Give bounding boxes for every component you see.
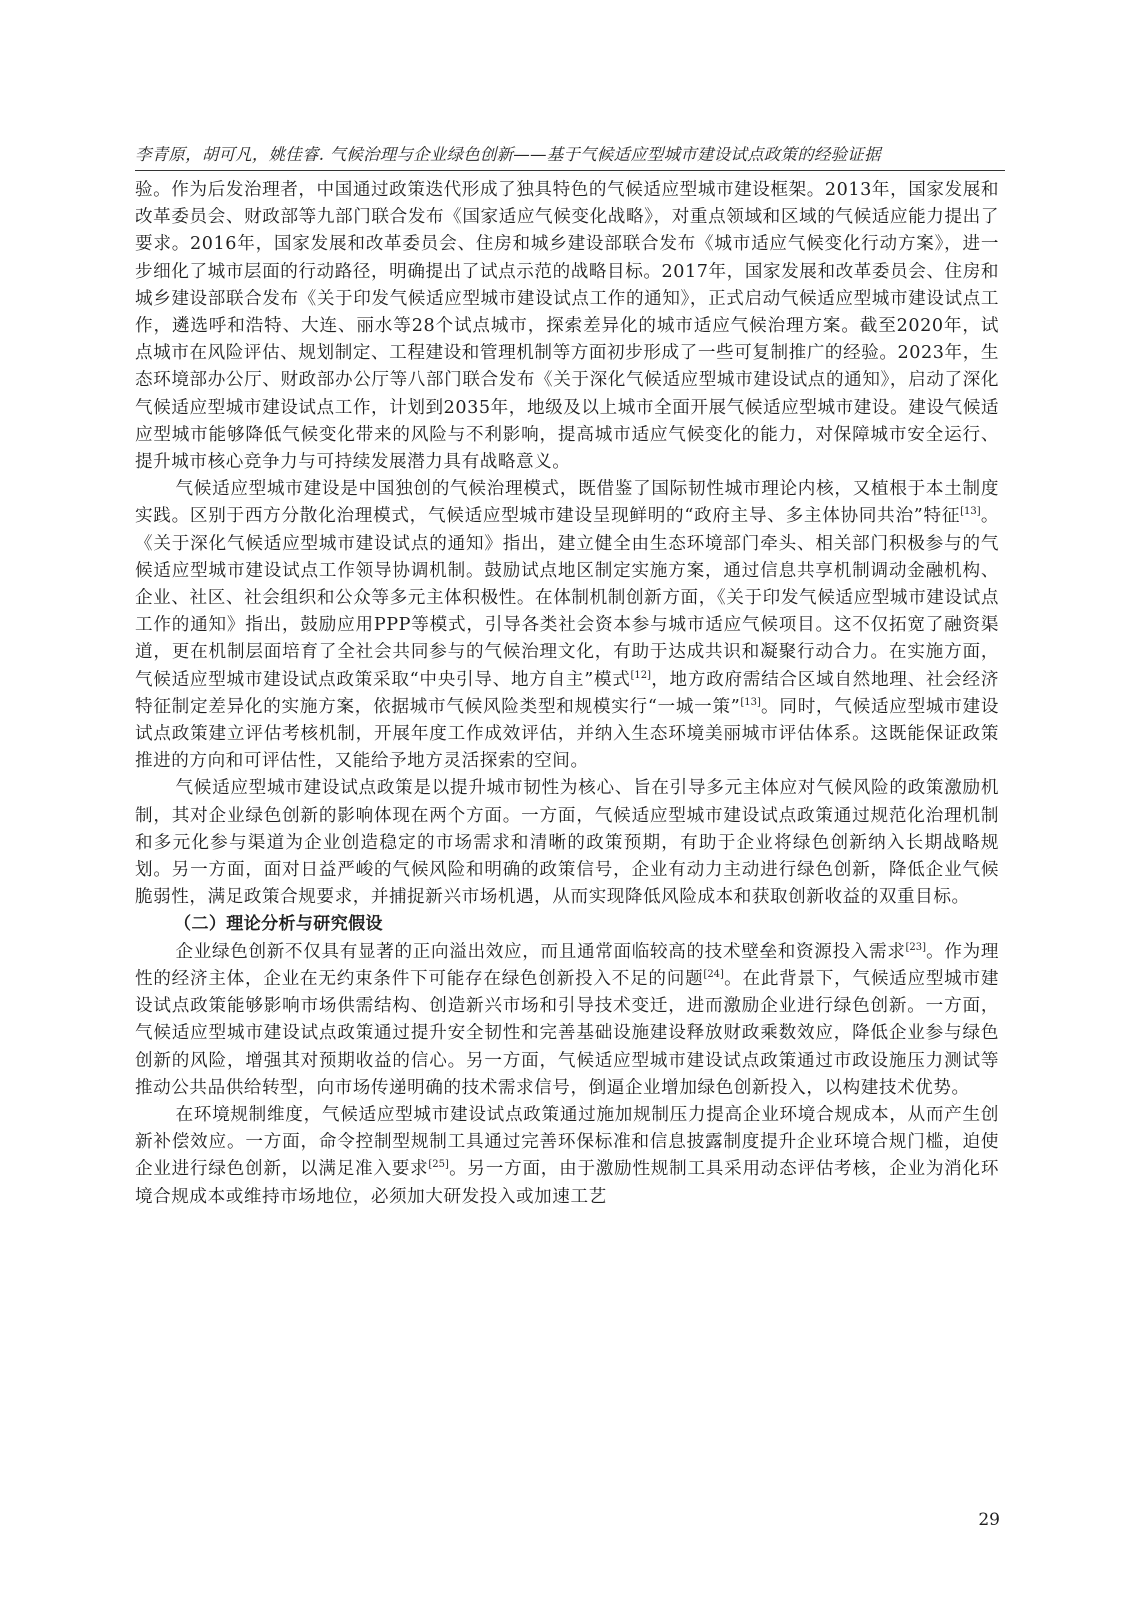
paragraph-1-text: 验。作为后发治理者，中国通过政策迭代形成了独具特色的气候适应型城市建设框架。2013年，国家发展和改革委员会、财政部等九部门联合发布《国家适应气候变化战略》，对重点领域和区域的气候适应能力提出了要求。2016年，国家发展和改革委员会、住房和城乡建设部联合发布《城市适应气候变化行动方案》，进一步细化了城市层面的行动路径，明确提出了试点示范的战略目标。2017年，国家发展和改革委员会、住房和城乡建设部联合发布《关于印发气候适应型城市建设试点工作的通知》，正式启动气候适应型城市建设试点工作，遴选呼和浩特、大连、丽水等28个试点城市，探索差异化的城市适应气候治理方案。截至2020年，试点城市在风险评估、规划制定、工程建设和管理机制等方面初步形成了一些可复制推广的经验。2023年，生态环境部办公厅、财政部办公厅等八部门联合发布《关于深化气候适应型城市建设试点的通知》，启动了深化气候适应型城市建设试点工作，计划到2035年，地级及以上城市全面开展气候适应型城市建设。建设气候适应型城市能够降低气候变化带来的风险与不利影响，提高城市适应气候变化的能力，对保障城市安全运行、提升城市核心竞争力与可持续发展潜力具有战略意义。 [135,180,999,473]
paragraph-2-text-3: ，地方政府需结合区域自然地理、社会经济特征制定差异化的实施方案，依据城市气候风险类型和规模实行“一城一策” [135,669,999,717]
citation: [24] [703,969,724,981]
section-heading: （二）理论分析与研究假设 [174,914,383,935]
paragraph-4-text-2: 。作为理性的经济主体，企业在无约束条件下可能存在绿色创新投入不足的问题 [135,941,999,989]
paragraph-3 [135,775,999,911]
header-rule [135,170,1005,171]
page-number: 29 [978,1510,1000,1530]
citation: [12] [630,669,652,681]
paragraph-5-text-2: 。另一方面，由于激励性规制工具采用动态评估考核，企业为消化环境合规成本或维持市场地位，必须加大研发投入或加速工艺 [135,1159,999,1207]
paragraph-4-text-1: 企业绿色创新不仅具有显著的正向溢出效应，而且通常面临较高的技术壁垒和资源投入需求 [175,941,906,962]
paragraph-5-text-1: 在环境规制维度，气候适应型城市建设试点政策通过施加规制压力提高企业环境合规成本，从而产生创新补偿效应。一方面，命令控制型规制工具通过完善环保标准和信息披露制度提升企业环境合规门槛，迫使企业进行绿色创新，以满足准入要求 [135,1104,999,1180]
body-text [135,177,999,1211]
paragraph-4-text-3: 。在此背景下，气候适应型城市建设试点政策能够影响市场供需结构、创造新兴市场和引导技术变迁，进而激励企业进行绿色创新。一方面，气候适应型城市建设试点政策通过提升安全韧性和完善基础设施建设释放财政乘数效应，降低企业参与绿色创新的风险，增强其对预期收益的信心。另一方面，气候适应型城市建设试点政策通过市政设施压力测试等推动公共品供给转型，向市场传递明确的技术需求信号，倒逼企业增加绿色创新投入，以构建技术优势。 [135,968,999,1098]
paragraph-2-text-1: 气候适应型城市建设是中国独创的气候治理模式，既借鉴了国际韧性城市理论内核，又植根于本土制度实践。区别于西方分散化治理模式，气候适应型城市建设呈现鲜明的“政府主导、多主体协同共治”特征 [135,479,999,527]
paragraph-1 [135,177,999,476]
citation: [13] [740,697,761,708]
paragraph-4 [135,939,999,1102]
running-header: 李青原，胡可凡，姚佳睿. 气候治理与企业绿色创新——基于气候适应型城市建设试点政策的经验证据 [135,145,881,164]
paragraph-2 [135,476,999,775]
paragraph-5 [135,1102,999,1211]
paragraph-2-text-2: 。《关于深化气候适应型城市建设试点的通知》指出，建立健全由生态环境部门牵头、相关部门积极参与的气候适应型城市建设试点工作领导协调机制。鼓励试点地区制定实施方案，通过信息共享机制调动金融机构、企业、社区、社会组织和公众等多元主体积极性。在体制机制创新方面，《关于印发气候适应型城市建设试点工作的通知》指出，鼓励应用PPP等模式，引导各类社会资本参与城市适应气候项目。这不仅拓宽了融资渠道，更在机制层面培育了全社会共同参与的气候治理文化，有助于达成共识和凝聚行动合力。在实施方面，气候适应型城市建设试点政策采取“中央引导、地方自主”模式 [135,506,999,690]
citation: [25] [428,1159,449,1171]
paragraph-3-text: 气候适应型城市建设试点政策是以提升城市韧性为核心、旨在引导多元主体应对气候风险的政策激励机制，其对企业绿色创新的影响体现在两个方面。一方面，气候适应型城市建设试点政策通过规范化治理机制和多元化参与渠道为企业创造稳定的市场需求和清晰的政策预期，有助于企业将绿色创新纳入长期战略规划。另一方面，面对日益严峻的气候风险和明确的政策信号，企业有动力主动进行绿色创新，降低企业气候脆弱性，满足政策合规要求，并捕捉新兴市场机遇，从而实现降低风险成本和获取创新收益的双重目标。 [135,778,999,908]
citation: [13] [960,506,981,518]
citation: [23] [905,941,926,953]
paragraph-2-text-4: 。同时，气候适应型城市建设试点政策建立评估考核机制，开展年度工作成效评估，并纳入生态环境美丽城市评估体系。这既能保证政策推进的方向和可评估性，又能给予地方灵活探索的空间。 [135,696,999,772]
